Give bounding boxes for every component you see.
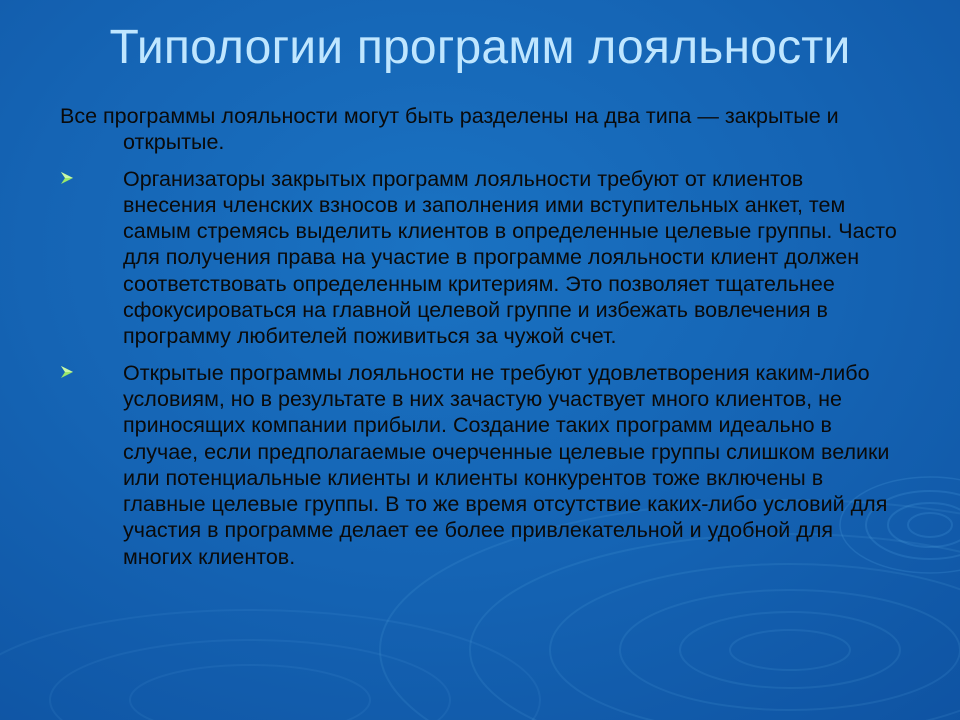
chevron-arrow-icon xyxy=(60,171,74,185)
bullet-item-open-programs xyxy=(60,360,900,570)
intro-text: Все программы лояльности могут быть разделены на два типа — закрытые и открытые. xyxy=(60,104,839,155)
bullet-text: Открытые программы лояльности не требуют удовлетворения каким-либо условиям, но в результате в них зачастую участвует много клиентов, не приносящих компании прибыли. Создание таких программ идеально в случае, если предполагаемые очерченные целевые группы слишком велики или потенциальные клиенты и клиенты конкурентов тоже включены в главные целевые группы. В то же время отсутствие каких-либо условий для участия в программе делает ее более привлекательной и удобной для многих клиентов. xyxy=(123,360,890,569)
bullet-item-closed-programs xyxy=(60,166,900,350)
intro-paragraph xyxy=(60,103,900,156)
bullet-text: Организаторы закрытых программ лояльности требуют от клиентов внесения членских взносов и заполнения ими вступительных анкет, тем самым стремясь выделить клиентов в определенные целевые группы. Часто для получения права на участие в программе лояльности клиент должен соответствовать определенным критериям. Это позволяет тщательнее сфокусироваться на главной целевой группе и избежать вовлечения в программу любителей поживиться за чужой счет. xyxy=(123,166,897,349)
chevron-arrow-icon xyxy=(60,365,74,379)
slide-body xyxy=(60,103,900,580)
slide-title: Типологии программ лояльности xyxy=(109,21,851,74)
